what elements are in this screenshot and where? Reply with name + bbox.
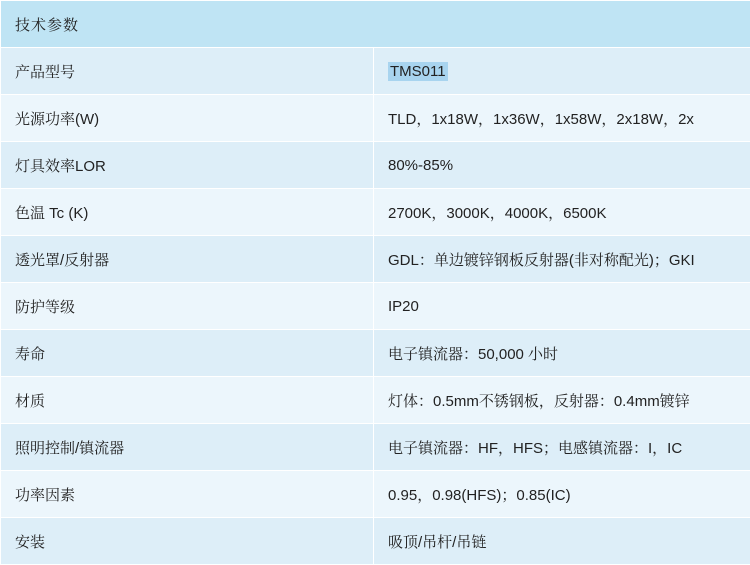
spec-value: 电子镇流器：HF，HFS；电感镇流器：I，IC (374, 424, 750, 471)
spec-label: 灯具效率LOR (1, 142, 374, 189)
spec-label: 材质 (1, 377, 374, 424)
table-title-row (1, 1, 750, 48)
table-row (1, 236, 750, 283)
table-body (1, 1, 750, 565)
table-row (1, 471, 750, 518)
table-row (1, 330, 750, 377)
spec-label: 光源功率(W) (1, 95, 374, 142)
spec-value: GDL：单边镀锌钢板反射器(非对称配光)；GKI (374, 236, 750, 283)
spec-value: 0.95，0.98(HFS)；0.85(IC) (374, 471, 750, 518)
spec-value: 2700K，3000K，4000K，6500K (374, 189, 750, 236)
table-row (1, 189, 750, 236)
spec-label: 寿命 (1, 330, 374, 377)
table-row (1, 518, 750, 565)
spec-label: 功率因素 (1, 471, 374, 518)
spec-value: 灯体：0.5mm不锈钢板，反射器：0.4mm镀锌 (374, 377, 750, 424)
table-row (1, 283, 750, 330)
spec-value-highlight: TMS011 (388, 62, 448, 81)
table-row (1, 142, 750, 189)
spec-value (374, 48, 750, 95)
page-title: 技术参数 (1, 1, 750, 48)
spec-value: 80%-85% (374, 142, 750, 189)
spec-value: TLD，1x18W，1x36W，1x58W，2x18W，2x (374, 95, 750, 142)
spec-label: 色温 Tc (K) (1, 189, 374, 236)
spec-label: 安装 (1, 518, 374, 565)
spec-label: 照明控制/镇流器 (1, 424, 374, 471)
table-row (1, 48, 750, 95)
spec-label: 防护等级 (1, 283, 374, 330)
spec-label: 产品型号 (1, 48, 374, 95)
spec-label: 透光罩/反射器 (1, 236, 374, 283)
spec-value: 吸顶/吊杆/吊链 (374, 518, 750, 565)
spec-value: IP20 (374, 283, 750, 330)
table-row (1, 377, 750, 424)
spec-value: 电子镇流器：50,000 小时 (374, 330, 750, 377)
table-row (1, 424, 750, 471)
table-row (1, 95, 750, 142)
